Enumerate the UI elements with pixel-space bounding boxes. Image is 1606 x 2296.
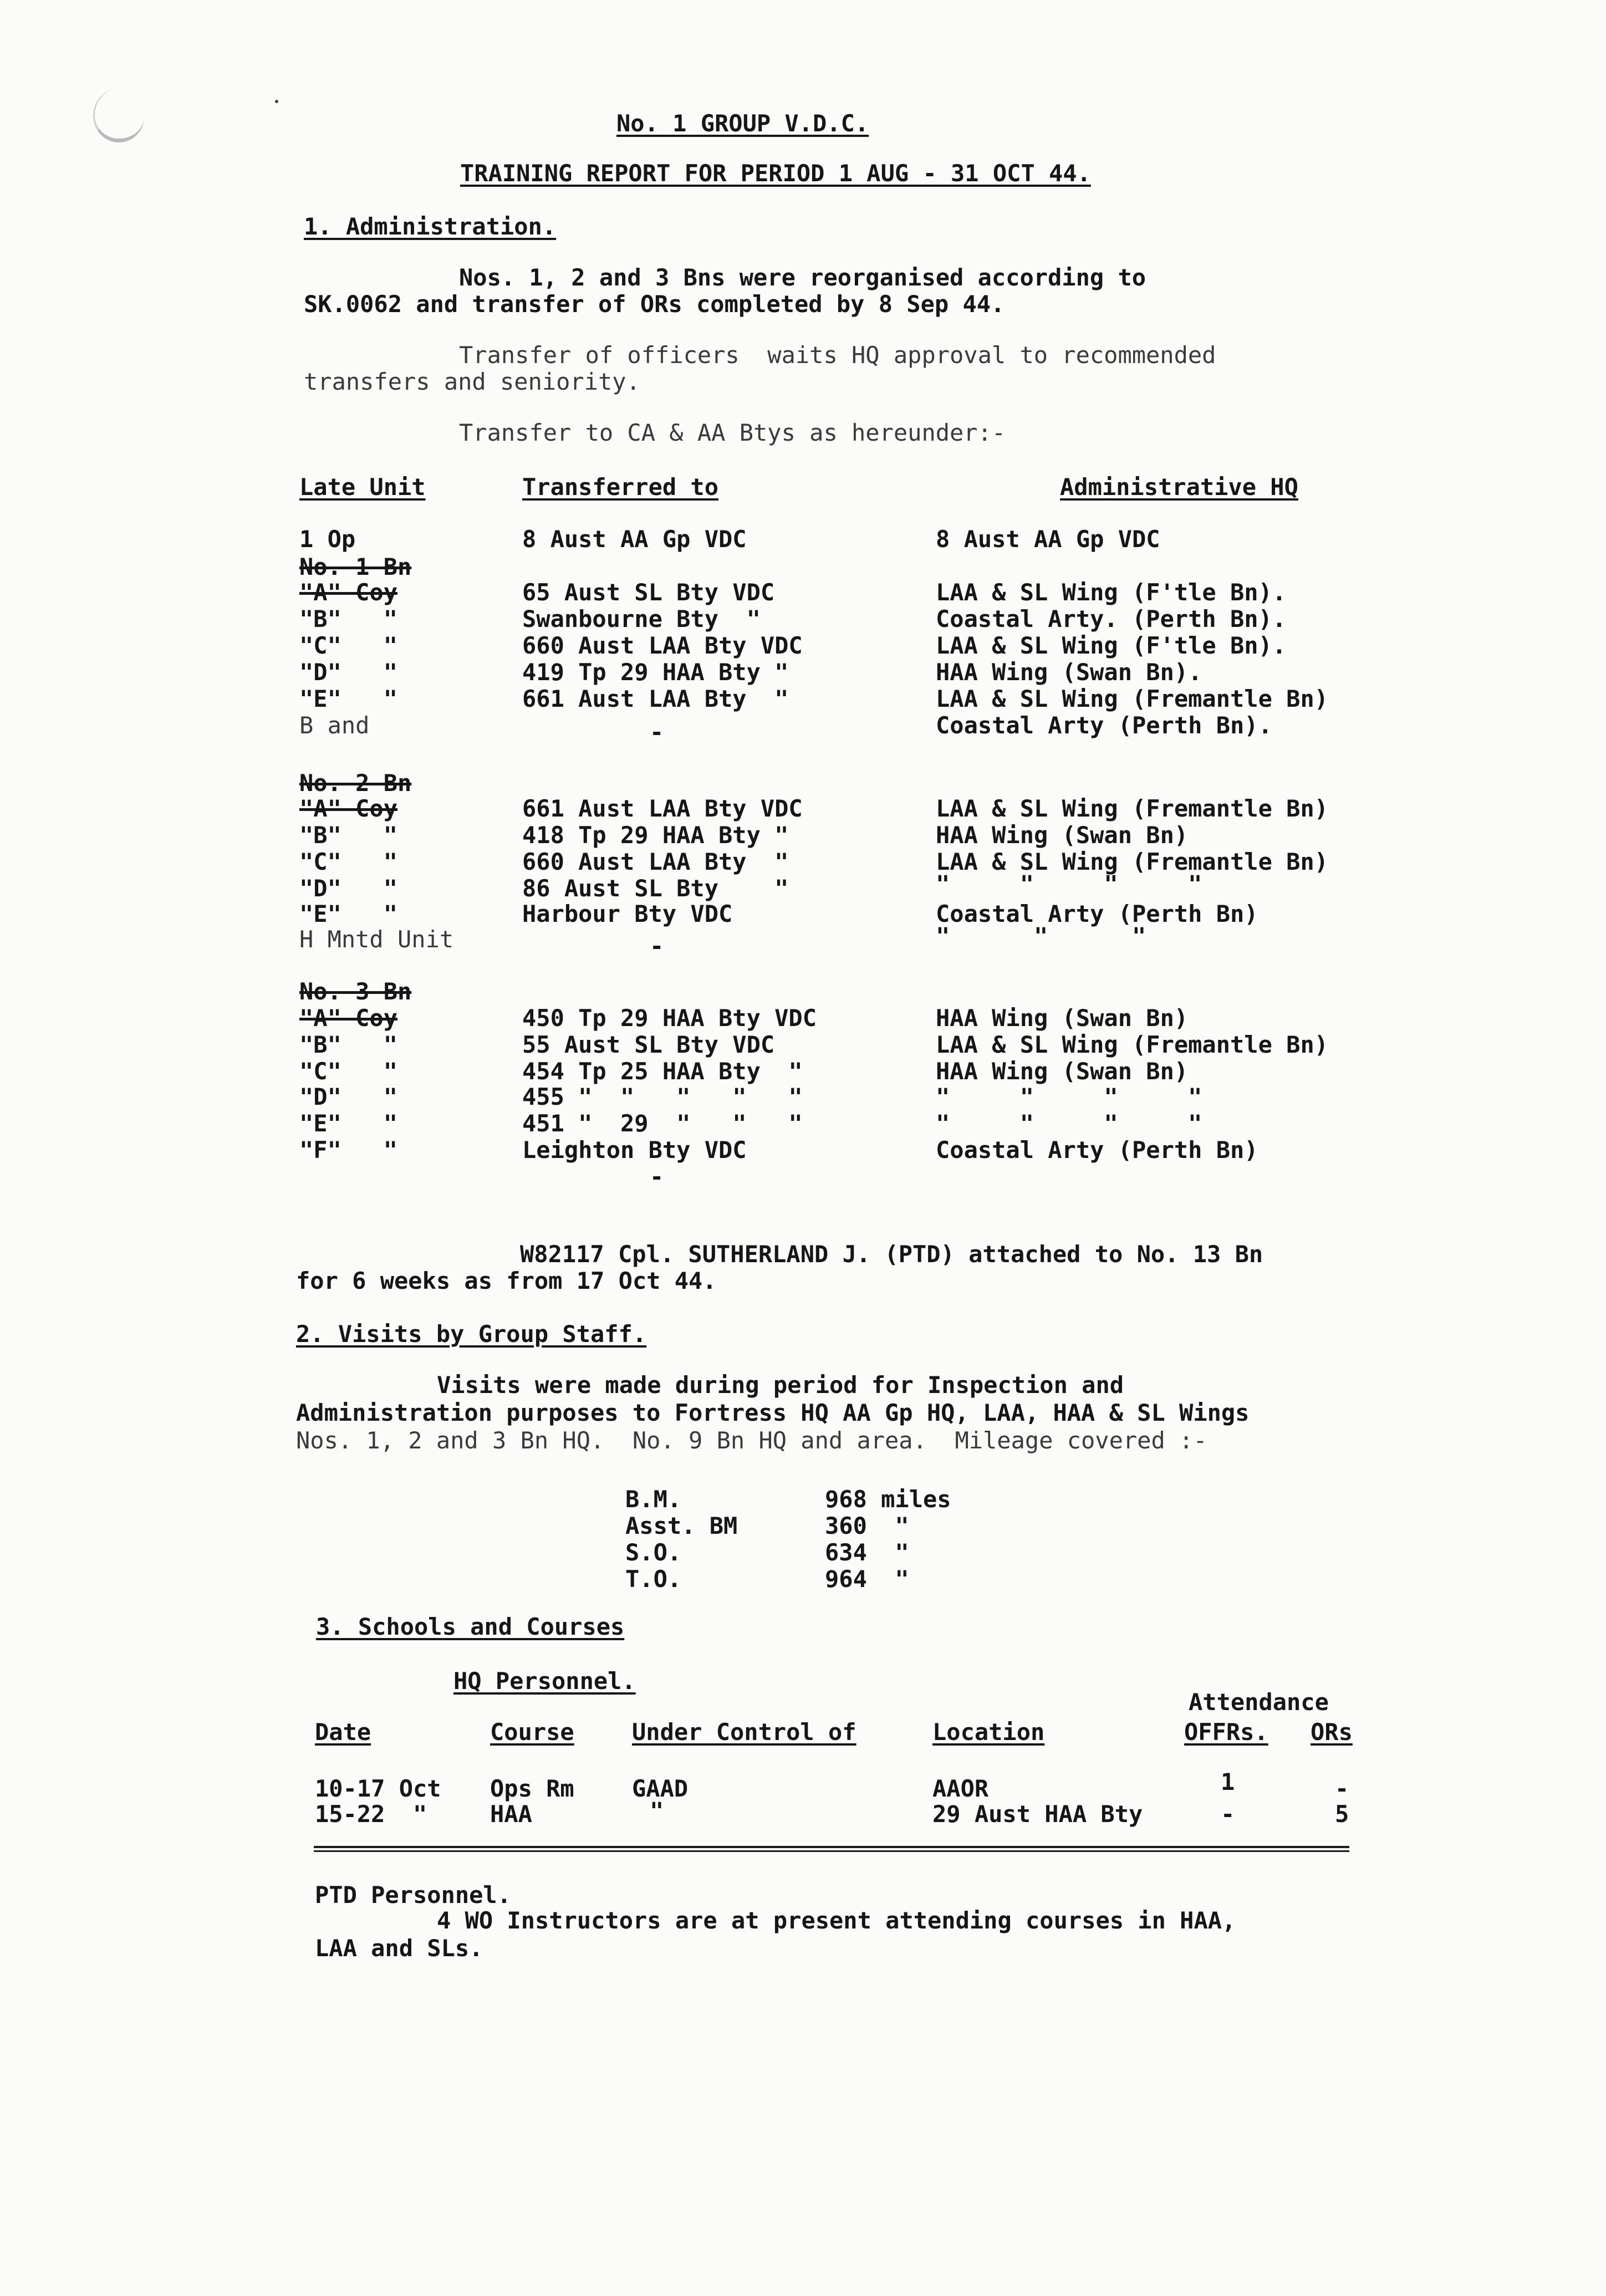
attachment-line1: W82117 Cpl. SUTHERLAND J. (PTD) attached to No. 13 Bn xyxy=(520,1241,1263,1268)
transfer-hq: 8 Aust AA Gp VDC xyxy=(936,525,1160,553)
ink-speck xyxy=(275,100,278,103)
transfer-hq: HAA Wing (Swan Bn) xyxy=(936,1058,1189,1085)
transfer-unit: "E" " xyxy=(299,685,398,712)
transfer-hq: Coastal Arty. (Perth Bn). xyxy=(936,605,1287,632)
transfer-to: - xyxy=(650,1163,664,1190)
ptd-line1: 4 WO Instructors are at present attending courses in HAA, xyxy=(437,1907,1236,1934)
course-date: 15-22 " xyxy=(315,1800,427,1828)
transfer-hq: LAA & SL Wing (Fremantle Bn) xyxy=(936,685,1329,712)
ptd-personnel-heading: PTD Personnel. xyxy=(315,1881,512,1909)
visits-line3: Nos. 1, 2 and 3 Bn HQ. No. 9 Bn HQ and area. Mileage covered :- xyxy=(296,1427,1207,1454)
mileage-miles: 634 " xyxy=(825,1539,909,1566)
transfer-hq: Coastal Arty (Perth Bn). xyxy=(936,712,1272,739)
transfer-to: Swanbourne Bty " xyxy=(522,605,761,632)
transfer-to: 65 Aust SL Bty VDC xyxy=(522,579,775,606)
transfer-unit: "B" " xyxy=(299,605,398,632)
transfer-hq: LAA & SL Wing (Fremantle Bn) xyxy=(936,848,1329,875)
table-rule xyxy=(314,1846,1349,1848)
transfer-to: 419 Tp 29 HAA Bty " xyxy=(522,659,789,686)
course-name: HAA xyxy=(490,1800,532,1828)
group-title: No. 1 GROUP V.D.C. xyxy=(616,110,869,137)
transfer-hq: " " " " xyxy=(936,1083,1202,1110)
transfer-hq: Coastal Arty (Perth Bn) xyxy=(936,1136,1258,1164)
transfer-hq: HAA Wing (Swan Bn) xyxy=(936,1004,1189,1032)
transfer-unit: "D" " xyxy=(299,659,398,686)
transfer-unit: "F" " xyxy=(299,1136,398,1164)
transfer-unit: "A" Coy xyxy=(299,1004,398,1032)
transfer-hq: LAA & SL Wing (F'tle Bn). xyxy=(936,632,1287,659)
transfer-unit: "A" Coy xyxy=(299,795,398,822)
hq-personnel-heading: HQ Personnel. xyxy=(453,1667,636,1695)
course-ors: 5 xyxy=(1335,1800,1349,1828)
attachment-line2: for 6 weeks as from 17 Oct 44. xyxy=(296,1267,717,1294)
transfer-unit: 1 Op xyxy=(299,525,356,553)
course-date: 10-17 Oct xyxy=(315,1775,441,1802)
mileage-miles: 360 " xyxy=(825,1512,909,1539)
transfer-unit: B and xyxy=(299,712,370,739)
transfer-to: 454 Tp 25 HAA Bty " xyxy=(522,1058,803,1085)
mileage-who: T.O. xyxy=(625,1565,682,1593)
transfer-unit: "C" " xyxy=(299,632,398,659)
section-heading-schools: 3. Schools and Courses xyxy=(316,1613,625,1640)
battalion-label: No. 1 Bn xyxy=(299,553,412,580)
course-location: AAOR xyxy=(932,1775,989,1802)
transfer-unit: "D" " xyxy=(299,875,398,902)
attendance-label: Attendance xyxy=(1189,1688,1329,1716)
transfer-to: 450 Tp 29 HAA Bty VDC xyxy=(522,1004,817,1032)
table-rule xyxy=(314,1850,1349,1852)
transfer-hq: HAA Wing (Swan Bn). xyxy=(936,659,1202,686)
transfer-hq: " " " " xyxy=(936,1110,1202,1137)
transfer-hq: " " " xyxy=(936,922,1146,950)
transfer-to: - xyxy=(650,932,664,960)
course-offrs: 1 xyxy=(1221,1768,1235,1795)
visits-line2: Administration purposes to Fortress HQ AA Gp HQ, LAA, HAA & SL Wings xyxy=(296,1399,1250,1426)
col-date: Date xyxy=(315,1718,371,1746)
mileage-miles: 964 " xyxy=(825,1565,909,1593)
section-heading-administration: 1. Administration. xyxy=(304,213,557,240)
admin-para1-line2: SK.0062 and transfer of ORs completed by 8 Sep 44. xyxy=(304,290,1005,318)
transfer-to: 55 Aust SL Bty VDC xyxy=(522,1031,775,1058)
transfer-to: 455 " " " " " xyxy=(522,1083,803,1110)
transfer-unit: "B" " xyxy=(299,1031,398,1058)
mileage-who: B.M. xyxy=(625,1486,682,1513)
transfer-to: 8 Aust AA Gp VDC xyxy=(522,525,747,553)
transfer-unit: "E" " xyxy=(299,1110,398,1137)
transfer-to: 418 Tp 29 HAA Bty " xyxy=(522,822,789,849)
col-course: Course xyxy=(490,1718,574,1746)
mileage-who: Asst. BM xyxy=(625,1512,738,1539)
admin-para2-line2: transfers and seniority. xyxy=(304,368,640,395)
col-under-control: Under Control of xyxy=(632,1718,856,1746)
transfer-hq: LAA & SL Wing (F'tle Bn). xyxy=(936,579,1287,606)
mileage-miles: 968 miles xyxy=(825,1486,951,1513)
report-title: TRAINING REPORT FOR PERIOD 1 AUG - 31 OCT 44. xyxy=(460,160,1091,187)
transfer-hq: LAA & SL Wing (Fremantle Bn) xyxy=(936,1031,1329,1058)
battalion-label: No. 3 Bn xyxy=(299,978,412,1005)
transfer-hq: HAA Wing (Swan Bn) xyxy=(936,822,1189,849)
course-name: Ops Rm xyxy=(490,1775,574,1802)
col-location: Location xyxy=(932,1718,1045,1746)
course-offrs: - xyxy=(1221,1800,1235,1828)
transfer-hq: " " " " xyxy=(936,870,1202,897)
course-ors: - xyxy=(1335,1775,1349,1802)
section-heading-visits: 2. Visits by Group Staff. xyxy=(296,1320,647,1348)
transfer-to: 660 Aust LAA Bty " xyxy=(522,848,789,875)
course-control: GAAD xyxy=(632,1775,689,1802)
mileage-who: S.O. xyxy=(625,1539,682,1566)
transfer-unit: "E" " xyxy=(299,900,398,927)
transfer-hq: Coastal Arty (Perth Bn) xyxy=(936,900,1258,927)
transfer-unit: "D" " xyxy=(299,1083,398,1110)
visits-line1: Visits were made during period for Inspection and xyxy=(437,1371,1124,1399)
battalion-label: No. 2 Bn xyxy=(299,769,412,797)
transfer-to: - xyxy=(650,718,664,746)
col-late-unit: Late Unit xyxy=(299,473,426,501)
course-control: " xyxy=(650,1797,664,1824)
col-offrs: OFFRs. xyxy=(1184,1718,1268,1746)
admin-para1-line1: Nos. 1, 2 and 3 Bns were reorganised according to xyxy=(459,264,1146,291)
punch-hole-mark xyxy=(93,89,145,142)
col-transferred-to: Transferred to xyxy=(522,473,719,501)
transfer-unit: "B" " xyxy=(299,822,398,849)
col-ors: ORs xyxy=(1311,1718,1353,1746)
transfer-to: 661 Aust LAA Bty VDC xyxy=(522,795,803,822)
admin-para3: Transfer to CA & AA Btys as hereunder:- xyxy=(459,419,1006,446)
admin-para2-line1: Transfer of officers waits HQ approval to recommended xyxy=(459,341,1216,369)
transfer-to: 660 Aust LAA Bty VDC xyxy=(522,632,803,659)
transfer-unit: "C" " xyxy=(299,848,398,875)
transfer-hq: LAA & SL Wing (Fremantle Bn) xyxy=(936,795,1329,822)
col-administrative-hq: Administrative HQ xyxy=(1060,473,1298,501)
transfer-to: Leighton Bty VDC xyxy=(522,1136,747,1164)
transfer-unit: "C" " xyxy=(299,1058,398,1085)
transfer-to: 86 Aust SL Bty " xyxy=(522,875,789,902)
transfer-to: 661 Aust LAA Bty " xyxy=(522,685,789,712)
course-location: 29 Aust HAA Bty xyxy=(932,1800,1143,1828)
transfer-to: Harbour Bty VDC xyxy=(522,900,733,927)
transfer-to: 451 " 29 " " " xyxy=(522,1110,803,1137)
transfer-unit: H Mntd Unit xyxy=(299,926,454,953)
transfer-unit: "A" Coy xyxy=(299,579,398,606)
ptd-line2: LAA and SLs. xyxy=(315,1935,483,1962)
